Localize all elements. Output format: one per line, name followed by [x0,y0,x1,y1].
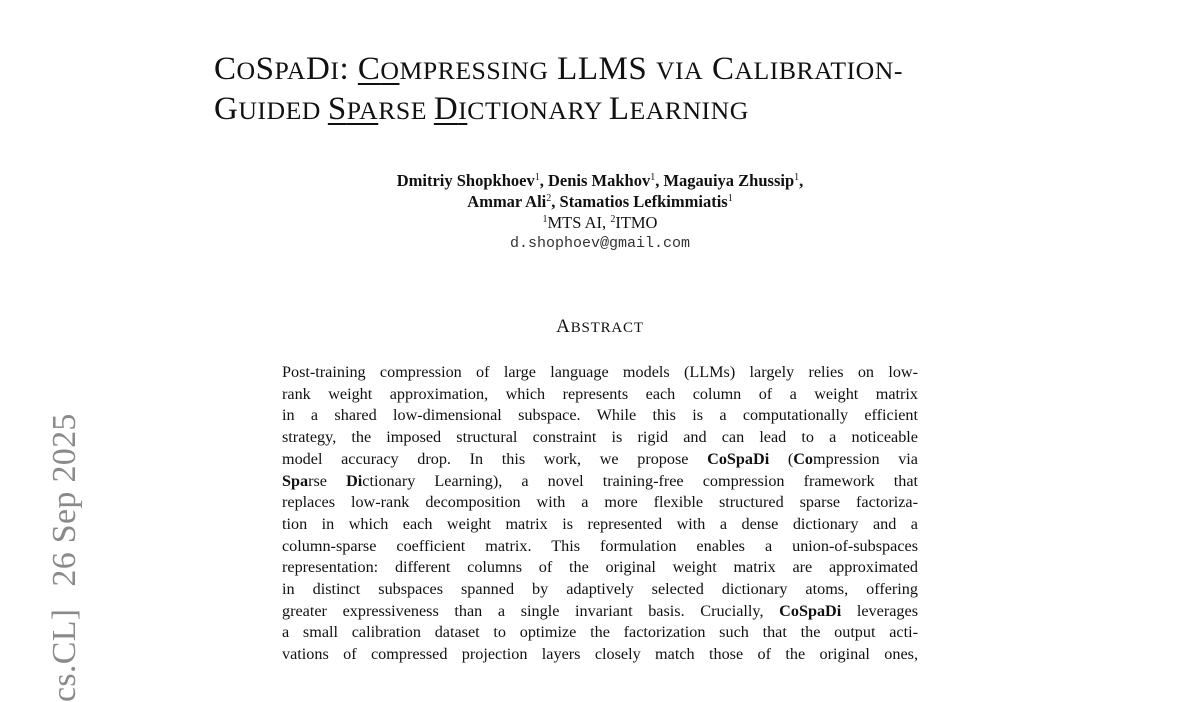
abstract-line: tion in which each weight matrix is represented with a dense dictionary and a [282,514,918,533]
abstract-line: replaces low-rank decomposition with a more flexible structured sparse factoriza- [282,493,918,512]
paper-title [214,50,1034,130]
title-underline-spa: SPA [327,91,379,127]
abstract-heading: ABSTRACT [556,316,644,337]
author-email[interactable]: d.shophoev@gmail.com [509,235,691,252]
title-line-1: COSPADI: COMPRESSING LLMS VIA CALIBRATION- [214,51,903,87]
arxiv-date: 26 Sep 2025 [46,413,83,587]
abstract-line: strategy, the imposed structural constraint is rigid and can lead to a noticeable [282,428,918,447]
title-line-2: GUIDED SPARSE DICTIONARY LEARNING [214,91,749,127]
abstract-line: Post-training compression of large language models (LLMs) largely relies on low- [282,363,918,381]
abstract-line: vations of compressed projection layers closely match those of the original ones, [282,645,918,664]
abstract-text [282,362,918,666]
abstract-line: greater expressiveness than a single invariant basis. Crucially, CoSpaDi leverages [282,601,918,620]
abstract-line: model accuracy drop. In this work, we propose CoSpaDi (Compression via [282,449,918,468]
author-names-line-2: Ammar Ali$^2$, Stamatios Lefkimmiatis$^1$ [467,192,733,211]
arxiv-category: cs.CL] [46,608,83,702]
abstract-line: a small calibration dataset to optimize the factorization such that the output acti- [282,623,918,642]
title-underline-co: CO [357,51,400,87]
abstract-line: in a shared low-dimensional subspace. While this is a computationally efficient [282,406,918,425]
author-block [300,170,900,254]
abstract-line: in distinct subspaces spanned by adaptively selected dictionary atoms, offering [282,580,918,599]
abstract-line: representation: different columns of the original weight matrix are approximated [282,558,918,577]
abstract-line: column-sparse coefficient matrix. This formulation enables a union-of-subspaces [282,536,918,555]
author-names-line-1: Dmitriy Shopkhoev$^1$, Denis Makhov$^1$, Magauiya Zhussip$^1$, [396,171,804,190]
affiliations: $^1$MTS AI, $^2$ITMO [542,213,658,232]
arxiv-side-stamp [48,391,82,702]
title-underline-di: DI [433,91,468,127]
abstract-line: Sparse Dictionary Learning), a novel training-free compression framework that [282,471,919,490]
abstract-line: rank weight approximation, which represents each column of a weight matrix [282,384,918,403]
